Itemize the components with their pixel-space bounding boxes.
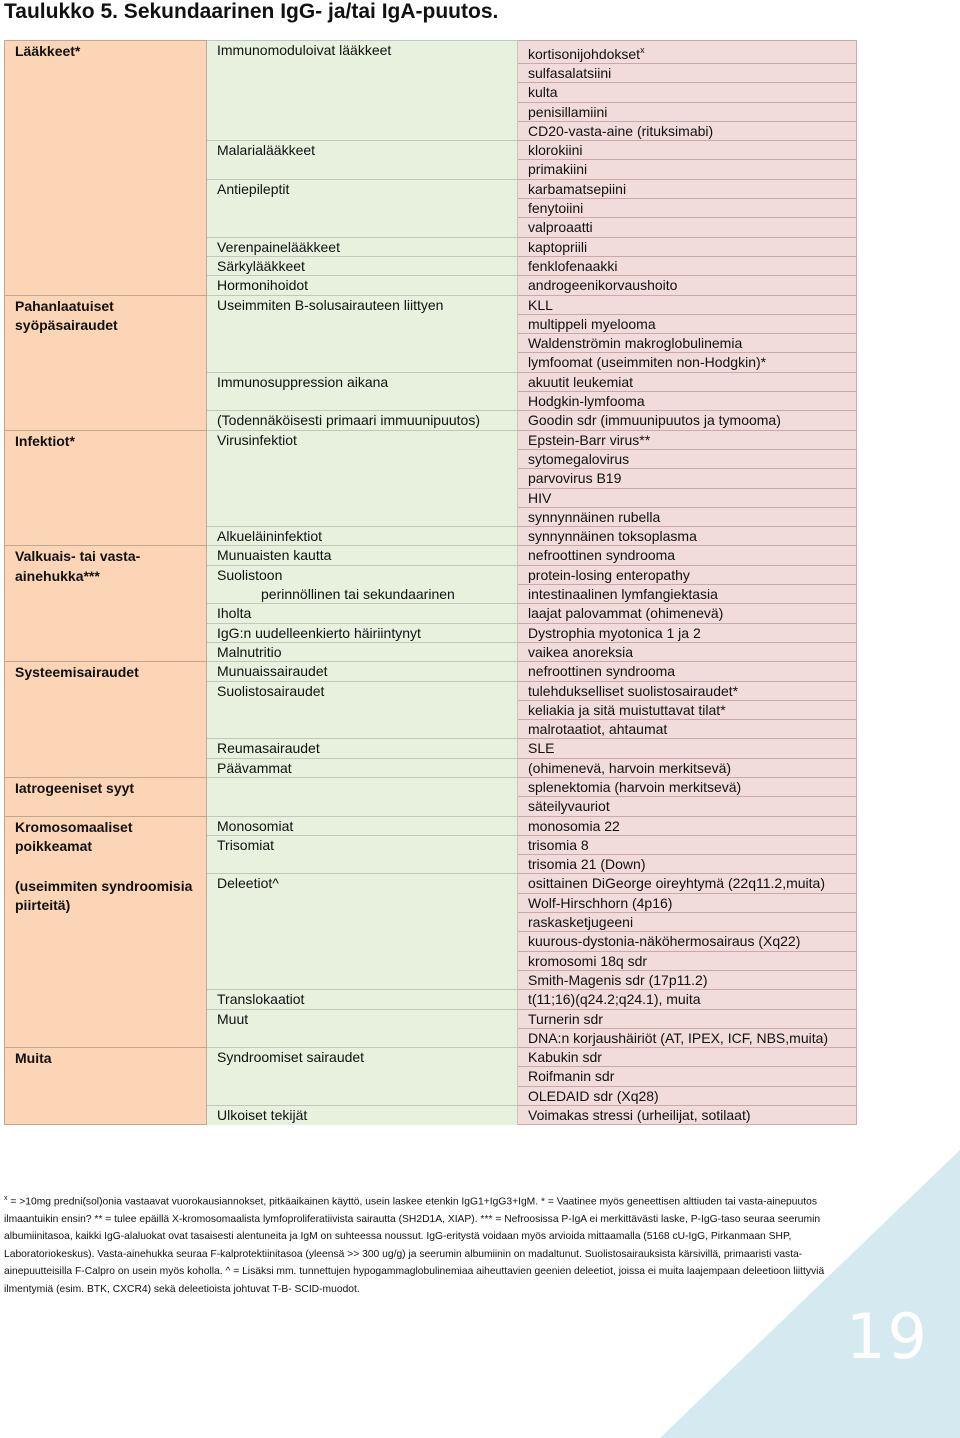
subcategory-cell: IgG:n uudelleenkierto häiriintynyt <box>207 623 518 642</box>
item-label: nefroottinen syndrooma <box>528 547 676 564</box>
item-label: sytomegalovirus <box>528 450 630 467</box>
item-label: Wolf-Hirschhorn (4p16) <box>528 894 673 911</box>
item-cell <box>518 334 857 353</box>
table-row <box>5 777 857 796</box>
item-label: kortisonijohdokset <box>528 46 641 62</box>
secondary-igg-iga-deficiency-table <box>4 40 857 1125</box>
table-row <box>5 1048 857 1067</box>
item-cell <box>518 41 857 64</box>
category-label: Valkuais- tai vasta-ainehukka*** <box>15 548 141 584</box>
item-label: synnynnäinen rubella <box>528 508 661 525</box>
item-cell <box>518 488 857 507</box>
item-cell <box>518 141 857 160</box>
item-cell <box>518 372 857 391</box>
item-cell <box>518 1028 857 1047</box>
item-label: kulta <box>528 84 558 101</box>
table-row <box>5 546 857 565</box>
item-superscript: x <box>640 45 645 55</box>
item-cell <box>518 64 857 83</box>
subcategory-cell: Päävammat <box>207 758 518 777</box>
item-label: multippeli myelooma <box>528 315 656 332</box>
subcategory-cell: Suolistoon <box>207 565 518 584</box>
category-label: Infektiot* <box>15 432 75 449</box>
item-label: OLEDAID sdr (Xq28) <box>528 1087 659 1104</box>
item-cell <box>518 932 857 951</box>
item-label: Turnerin sdr <box>528 1010 603 1027</box>
item-cell <box>518 816 857 835</box>
item-label: lymfoomat (useimmiten non-Hodgkin)* <box>528 354 767 371</box>
item-cell <box>518 256 857 275</box>
item-cell <box>518 604 857 623</box>
item-label: splenektomia (harvoin merkitsevä) <box>528 778 742 795</box>
item-cell <box>518 314 857 333</box>
item-cell <box>518 720 857 739</box>
subcategory-cell: Hormonihoidot <box>207 276 518 295</box>
item-label: KLL <box>528 296 553 313</box>
item-cell <box>518 469 857 488</box>
category-label: Kromosomaaliset poikkeamat <box>15 818 133 855</box>
item-label: vaikea anoreksia <box>528 643 634 660</box>
item-cell <box>518 951 857 970</box>
item-cell <box>518 449 857 468</box>
item-label: monosomia 22 <box>528 817 620 834</box>
item-cell <box>518 295 857 314</box>
item-label: CD20-vasta-aine (rituksimabi) <box>528 122 714 139</box>
item-cell <box>518 874 857 893</box>
subcategory-cell: Deleetiot^ <box>207 874 518 990</box>
item-cell <box>518 1086 857 1105</box>
category-cell <box>5 295 207 430</box>
item-label: karbamatsepiini <box>528 180 627 197</box>
item-cell <box>518 700 857 719</box>
item-label: säteilyvauriot <box>528 798 610 815</box>
subcategory-cell: Reumasairaudet <box>207 739 518 758</box>
item-cell <box>518 83 857 102</box>
item-label: androgeenikorvaushoito <box>528 277 678 294</box>
item-cell <box>518 623 857 642</box>
category-cell <box>5 41 207 296</box>
item-label: trisomia 21 (Down) <box>528 856 646 873</box>
item-label: Roifmanin sdr <box>528 1068 615 1085</box>
item-cell <box>518 681 857 700</box>
item-cell <box>518 642 857 661</box>
item-label: primakiini <box>528 161 588 178</box>
item-label: sulfasalatsiini <box>528 65 612 81</box>
category-cell <box>5 662 207 778</box>
item-cell <box>518 353 857 372</box>
item-label: t(11;16)(q24.2;q24.1), muita <box>528 991 701 1008</box>
item-cell <box>518 179 857 198</box>
item-cell <box>518 990 857 1009</box>
subcategory-cell: Translokaatiot <box>207 990 518 1009</box>
item-cell <box>518 1048 857 1067</box>
category-label: Muita <box>15 1050 52 1067</box>
item-cell <box>518 777 857 796</box>
subcategory-cell: Alkueläininfektiot <box>207 527 518 546</box>
item-cell <box>518 527 857 546</box>
item-label: klorokiini <box>528 142 583 159</box>
category-label: (useimmiten syndroomisia piirteitä) <box>15 877 193 914</box>
category-cell <box>5 777 207 816</box>
item-label: penisillamiini <box>528 103 608 120</box>
subcategory-cell: Syndroomiset sairaudet <box>207 1048 518 1106</box>
footnote-text: = >10mg predni(sol)onia vastaavat vuorokausiannokset, pitkäaikainen käyttö, usein laskee etenkin IgG1+IgG3+IgM. * = Vaatinee myös geneettisen alttiuden tai vasta-ainepuutos ilmaantuikin ensin? ** = tulee epäillä X-kromosomaalista lymfoproliferatiivista sairautta (SH2D1A, XIAP). *** = Nefroosissa P-IgA ei merkittävästi laske, P-IgG-taso seuraa seerumin albumiinitasoa, kaikki IgG-alaluokat ovat tasaisesti alentuneita ja IgM on suhteessa noussut. IgG-eritystä voidaan myös arvioida mittaamalla (5168 cU-IgG, Pirkanmaan SHP, Laboratoriokeskus). Vasta-ainehukka seuraa F-kalprotektiinitasoa (yleensä >> 300 ug/g) ja seerumin albumiinin on madaltunut. Suolistosairauksista kärsivillä, primaaristi vasta-ainepuutteisilla F-Calpro on usein myös koholla. ^ = Lisäksi mm. tunnettujen hypogammaglobulinemiaa aiheuttavien geenien deleetiot, joissa ei muita laajempaan deleetioon liittyviä ilmentymiä (esim. BTK, CXCR4) sekä deleetioista johtuvat T-B- SCID-muodot. <box>4 1196 825 1295</box>
item-label: tulehdukselliset suolistosairaudet* <box>528 682 739 699</box>
item-cell <box>518 662 857 681</box>
subcategory-cell: Verenpainelääkkeet <box>207 237 518 256</box>
table-body <box>5 41 857 1125</box>
category-label: Iatrogeeniset syyt <box>15 779 135 796</box>
subcategory-cell: Monosomiat <box>207 816 518 835</box>
item-label: fenytoiini <box>528 200 584 217</box>
subcategory-cell: Malarialääkkeet <box>207 141 518 180</box>
item-cell <box>518 893 857 912</box>
item-label: kuurous-dystonia-näköhermosairaus (Xq22) <box>528 933 801 950</box>
item-label: Goodin sdr (immuunipuutos ja tymooma) <box>528 412 781 429</box>
item-cell <box>518 160 857 179</box>
item-label: kaptopriili <box>528 238 588 255</box>
item-label: (ohimenevä, harvoin merkitsevä) <box>528 759 732 776</box>
item-label: HIV <box>528 489 552 506</box>
item-cell <box>518 835 857 854</box>
footnote-marker: x <box>4 1195 8 1202</box>
item-cell <box>518 855 857 874</box>
item-label: laajat palovammat (ohimenevä) <box>528 605 724 622</box>
subcategory-cell: Immunomoduloivat lääkkeet <box>207 41 518 141</box>
table-row <box>5 816 857 835</box>
subcategory-cell: perinnöllinen tai sekundaarinen <box>207 585 518 604</box>
table-row <box>5 295 857 314</box>
subcategory-cell: Munuaissairaudet <box>207 662 518 681</box>
item-cell <box>518 1009 857 1028</box>
subcategory-cell: Virusinfektiot <box>207 430 518 526</box>
subcategory-cell: Antiepileptit <box>207 179 518 237</box>
item-cell <box>518 121 857 140</box>
item-label: akuutit leukemiat <box>528 373 634 390</box>
item-cell <box>518 913 857 932</box>
item-label: Dystrophia myotonica 1 ja 2 <box>528 624 701 641</box>
item-label: kromosomi 18q sdr <box>528 952 648 969</box>
subcategory-cell: Muut <box>207 1009 518 1048</box>
page-title: Taulukko 5. Sekundaarinen IgG- ja/tai IgA-puutos. <box>4 0 499 23</box>
item-cell <box>518 507 857 526</box>
item-cell <box>518 411 857 430</box>
item-label: Voimakas stressi (urheilijat, sotilaat) <box>528 1107 751 1124</box>
item-label: osittainen DiGeorge oireyhtymä (22q11.2,muita) <box>528 875 826 892</box>
category-cell <box>5 546 207 662</box>
item-label: Waldenströmin makroglobulinemia <box>528 335 743 352</box>
item-cell <box>518 430 857 449</box>
item-cell <box>518 546 857 565</box>
item-cell <box>518 392 857 411</box>
item-label: trisomia 8 <box>528 836 589 853</box>
item-cell <box>518 585 857 604</box>
item-label: protein-losing enteropathy <box>528 566 690 583</box>
category-label: Pahanlaatuiset syöpäsairaudet <box>15 297 118 334</box>
subcategory-cell: Suolistosairaudet <box>207 681 518 739</box>
table-row <box>5 41 857 64</box>
item-cell <box>518 1106 857 1125</box>
category-label: Systeemisairaudet <box>15 664 139 681</box>
item-label: Smith-Magenis sdr (17p11.2) <box>528 971 708 988</box>
item-cell <box>518 970 857 989</box>
item-cell <box>518 758 857 777</box>
item-cell <box>518 237 857 256</box>
item-cell <box>518 797 857 816</box>
item-cell <box>518 276 857 295</box>
item-cell <box>518 102 857 121</box>
item-label: nefroottinen syndrooma <box>528 663 676 680</box>
subcategory-cell: Iholta <box>207 604 518 623</box>
category-cell <box>5 430 207 546</box>
item-label: fenklofenaakki <box>528 257 618 274</box>
subcategory-cell <box>207 777 518 816</box>
item-label: keliakia ja sitä muistuttavat tilat* <box>528 701 726 718</box>
subcategory-cell: Ulkoiset tekijät <box>207 1106 518 1125</box>
subcategory-cell: Immunosuppression aikana <box>207 372 518 411</box>
item-label: valproaatti <box>528 219 593 236</box>
item-label: intestinaalinen lymfangiektasia <box>528 586 718 603</box>
subcategory-cell: Särkylääkkeet <box>207 256 518 275</box>
subcategory-cell: Useimmiten B-solusairauteen liittyen <box>207 295 518 372</box>
item-cell <box>518 218 857 237</box>
category-cell <box>5 816 207 1048</box>
footnote <box>4 1190 854 1298</box>
item-label: Hodgkin-lymfooma <box>528 393 645 410</box>
subcategory-cell: Munuaisten kautta <box>207 546 518 565</box>
item-label: Kabukin sdr <box>528 1049 602 1066</box>
subcategory-cell: (Todennäköisesti primaari immuunipuutos) <box>207 411 518 430</box>
category-gap <box>15 857 206 877</box>
item-cell <box>518 199 857 218</box>
item-label: Epstein-Barr virus** <box>528 431 651 448</box>
subcategory-cell: Malnutritio <box>207 642 518 661</box>
item-cell <box>518 739 857 758</box>
item-cell <box>518 565 857 584</box>
item-label: parvovirus B19 <box>528 470 622 487</box>
item-label: raskasketjugeeni <box>528 914 634 931</box>
category-label: Lääkkeet* <box>15 43 81 59</box>
subcategory-cell: Trisomiat <box>207 835 518 874</box>
table-row <box>5 430 857 449</box>
table-row <box>5 662 857 681</box>
item-cell <box>518 1067 857 1086</box>
category-cell <box>5 1048 207 1125</box>
item-label: DNA:n korjaushäiriöt (AT, IPEX, ICF, NBS,muita) <box>528 1029 829 1046</box>
item-label: synnynnäinen toksoplasma <box>528 528 697 545</box>
item-label: malrotaatiot, ahtaumat <box>528 721 668 738</box>
item-label: SLE <box>528 740 555 757</box>
page-number: 19 <box>846 1300 929 1373</box>
